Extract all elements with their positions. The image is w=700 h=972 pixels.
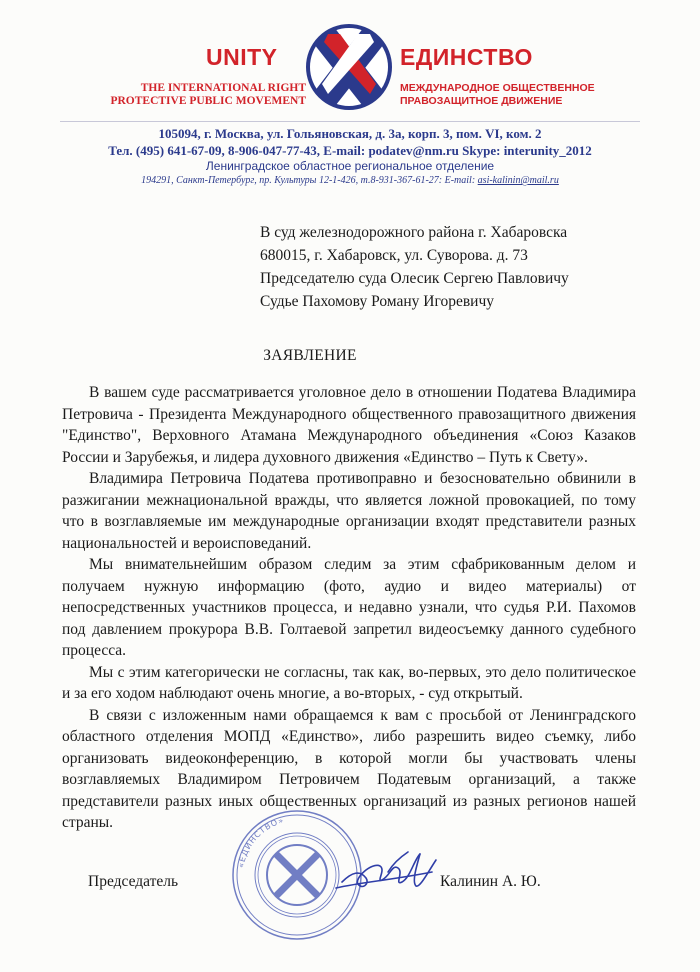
recipient-line: Судье Пахомову Роману Игоревичу — [260, 293, 494, 310]
body-paragraph: Владимира Петровича Податева противоправно и безосновательно обвинили в разжигании межнациональной вражды, что является ложной провокацией, по тому что в возглавляемые им международные организации входят представители разных национальностей и вероисповеданий. — [62, 470, 636, 552]
handwritten-signature-icon — [332, 842, 450, 902]
document-title: ЗАЯВЛЕНИЕ — [263, 347, 357, 364]
recipient-block — [260, 221, 680, 313]
body-paragraph: Мы внимательнейшим образом следим за этим сфабрикованным делом и получаем нужную информацию (фото, аудио и видео материалы) от непосредственных участников процесса, и недавно узнали, что судья Р.И. Пахомов под давлением прокурора В.В. Голтаевой запретил видеосъемку данного судебного процесса. — [62, 556, 636, 659]
recipient-line: 680015, г. Хабаровск, ул. Суворова. д. 73 — [260, 247, 528, 264]
letterhead-branch-name: Ленинградское областное региональное отделение — [205, 159, 495, 173]
body-paragraph: В вашем суде рассматривается уголовное дело в отношении Податева Владимира Петровича - Президента Международного общественного правозащитного движения "Единство", Верховного Атамана Международного объединения «Союз Казаков России и Зарубежья, и лидера духовного движения «Единство – Путь к Свету». — [62, 384, 636, 466]
stamp-text: «ЕДИНСТВО» — [236, 815, 286, 869]
branch-address-text: 194291, Санкт-Петербург, пр. Культуры 12-1-426, т.8-931-367-61-27: E-mail: — [141, 175, 478, 186]
recipient-line: В суд железнодорожного района г. Хабаровска — [260, 224, 568, 241]
recipient-line: Председателю суда Олесик Сергею Павловичу — [260, 270, 569, 287]
letterhead — [0, 0, 700, 195]
letterhead-branch-address — [0, 175, 700, 186]
letterhead-title-en: UNITY — [206, 44, 278, 70]
signatory-name: Калинин А. Ю. — [440, 873, 541, 890]
document-body — [62, 382, 636, 834]
letterhead-divider — [60, 121, 640, 122]
subtitle-en-line: THE INTERNATIONAL RIGHT — [140, 82, 306, 94]
letterhead-contacts: Тел. (495) 641-67-09, 8-906-047-77-43, E-mail: podatev@nm.ru Skype: interunity_2012 — [108, 143, 592, 158]
subtitle-ru-line: МЕЖДУНАРОДНОЕ ОБЩЕСТВЕННОЕ — [400, 82, 595, 94]
branch-email-link[interactable]: asi-kalinin@mail.ru — [477, 175, 559, 186]
subtitle-ru-line: ПРАВОЗАЩИТНОЕ ДВИЖЕНИЕ — [400, 95, 563, 107]
body-paragraph: В связи с изложенным нами обращаемся к вам с просьбой от Ленинградского областного отделения МОПД «Единство», либо разрешить видео съемку, либо организовать видеоконференцию, в которой могли бы участвовать члены возглавляемых Владимиром Петровичем Податевым организаций, а также представители разных иных общественных организаций из разных регионов нашей страны. — [62, 706, 636, 831]
signatory-role: Председатель — [88, 873, 179, 890]
letterhead-title-ru: ЕДИНСТВО — [400, 44, 533, 70]
unity-emblem-icon — [304, 22, 394, 112]
letterhead-address: 105094, г. Москва, ул. Гольяновская, д. 3а, корп. 3, пом. VI, ком. 2 — [158, 126, 542, 141]
letterhead-subtitle-ru — [400, 82, 680, 108]
letterhead-subtitle-en — [66, 82, 306, 108]
body-paragraph: Мы с этим категорически не согласны, так как, во-первых, это дело политическое и за его ходом наблюдают очень многие, а во-вторых, - суд открытый. — [62, 663, 636, 702]
subtitle-en-line: PROTECTIVE PUBLIC MOVEMENT — [110, 95, 306, 107]
